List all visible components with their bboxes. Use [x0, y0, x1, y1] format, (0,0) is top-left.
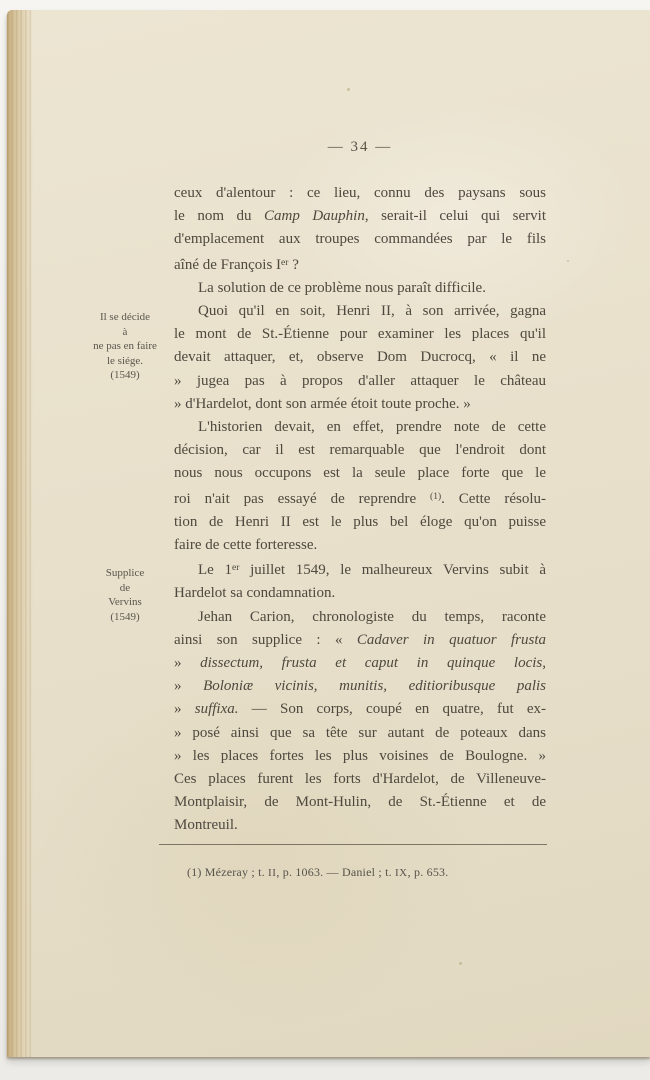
paragraph	[174, 557, 546, 605]
text-segment: nous nous occupons est la seule place forte que le	[174, 465, 546, 482]
text-segment: juillet 1549, le malheureux Vervins subit à	[239, 562, 546, 579]
text-segment: » jugea pas à propos d'aller attaquer le château	[174, 372, 546, 389]
text-line	[174, 393, 546, 416]
text-segment: ceux d'alentour : ce lieu, connu des paysans sous	[174, 185, 546, 201]
text-segment: le mont de St.-Étienne pour examiner les places qu'il	[174, 326, 546, 343]
text-segment: Boloniæ vicinis, munitis, editioribusque palis	[203, 678, 547, 695]
text-line	[174, 557, 546, 582]
text-segment: Ces places furent les forts d'Hardelot, de Villeneuve-	[174, 771, 546, 788]
margin-note-line: Il se décide	[99, 311, 151, 323]
margin-note-line: (1549)	[110, 369, 140, 381]
text-segment: » posé ainsi que sa tête sur autant de poteaux dans	[174, 724, 546, 741]
margin-note-line: à	[122, 325, 128, 338]
text-segment: . Cette résolu-	[441, 490, 546, 507]
text-line	[174, 370, 546, 393]
text-segment: Hardelot sa condamnation.	[174, 585, 336, 602]
text-line	[174, 228, 546, 251]
margin-note-line: de	[119, 581, 131, 594]
margin-note-line: le siége.	[106, 354, 144, 367]
text-segment: » les places fortes les plus voisines de Boulogne. »	[174, 747, 546, 764]
text-line	[174, 675, 546, 698]
paragraph	[174, 606, 546, 838]
text-segment: Le 1	[198, 562, 233, 579]
text-line	[174, 534, 546, 557]
text-line	[174, 511, 546, 534]
footnote-rule	[159, 844, 547, 845]
text-line	[174, 300, 546, 323]
text-line	[174, 323, 546, 346]
text-segment: suffixa.	[194, 701, 239, 718]
margin-note-line: ne pas en faire	[93, 340, 157, 352]
text-segment: ainsi son supplice : «	[174, 631, 357, 648]
text-segment: , serait-il celui qui servit	[364, 208, 547, 225]
text-segment: »	[174, 701, 195, 718]
text-segment: » d'Hardelot, dont son armée étoit toute proche. »	[174, 395, 471, 412]
text-segment: le nom du	[174, 208, 264, 225]
page-number: — 34 —	[327, 139, 393, 155]
margin-note-line: Supplice	[105, 567, 145, 579]
text-segment: er	[281, 257, 289, 268]
text-segment: IX	[395, 867, 408, 879]
text-line	[174, 182, 546, 205]
text-segment: , p. 653.	[407, 865, 449, 879]
footnote-text	[187, 865, 448, 880]
text-line	[174, 462, 546, 485]
text-line	[174, 745, 546, 768]
paper-speck	[347, 88, 350, 91]
text-segment: L'historien devait, en effet, prendre note de cette	[198, 419, 546, 436]
text-line	[174, 629, 546, 652]
text-line	[174, 582, 546, 605]
text-line	[174, 346, 546, 369]
text-segment: Quoi qu'il en soit, Henri II, à son arrivée, gagna	[198, 303, 546, 320]
text-segment: — Son corps, coupé en quatre, fut ex-	[238, 701, 547, 718]
text-segment: Montreuil.	[174, 817, 238, 834]
text-segment: (1)	[430, 491, 442, 502]
text-segment: devait attaquer, et, observe Dom Ducrocq, « il ne	[174, 349, 546, 366]
text-segment: er	[232, 563, 240, 574]
margin-note	[71, 310, 179, 383]
text-segment: ?	[288, 256, 299, 273]
text-segment: II	[268, 867, 277, 879]
text-segment: , p. 1063. — Daniel ; t.	[276, 865, 396, 879]
text-line	[174, 486, 546, 511]
text-segment: Montplaisir, de Mont-Hulin, de St.-Étienne et de	[174, 794, 546, 811]
margin-note-line: (1549)	[110, 610, 140, 623]
text-segment: »	[174, 655, 201, 672]
text-line	[174, 652, 546, 675]
text-line	[174, 205, 546, 228]
text-column	[174, 182, 546, 838]
paragraph	[174, 277, 546, 300]
text-segment: aîné de François I	[174, 256, 282, 273]
text-segment: décision, car il est remarquable que l'endroit dont	[174, 442, 546, 459]
text-segment: Camp Dauphin	[263, 208, 365, 225]
text-line	[174, 814, 546, 837]
text-segment: dissectum, frusta et caput in quinque locis,	[200, 655, 547, 672]
text-segment: roi n'ait pas essayé de reprendre	[174, 490, 431, 507]
book-page	[7, 10, 650, 1057]
text-segment: (1) Mézeray ; t.	[187, 865, 269, 879]
paragraph	[174, 416, 546, 557]
text-line	[174, 252, 546, 277]
margin-note-line: Vervins	[108, 596, 142, 608]
paper-speck	[567, 260, 569, 262]
text-segment: »	[174, 678, 204, 695]
text-segment: Jehan Carion, chronologiste du temps, raconte	[198, 608, 546, 625]
text-segment: d'emplacement aux troupes commandées par le fils	[174, 231, 546, 248]
text-segment: tion de Henri II est le plus bel éloge qu'on puisse	[174, 513, 546, 530]
text-line	[174, 606, 546, 629]
text-line	[174, 439, 546, 462]
text-line	[174, 791, 546, 814]
paper-speck	[459, 962, 462, 965]
text-line	[174, 277, 546, 300]
text-line	[174, 698, 546, 721]
page-edge-strip	[7, 10, 33, 1057]
paragraph	[174, 300, 546, 416]
text-line	[174, 768, 546, 791]
paragraph	[174, 182, 546, 277]
text-segment: Cadaver in quatuor frusta	[356, 631, 546, 648]
text-segment: faire de cette forteresse.	[174, 537, 318, 554]
text-line	[174, 416, 546, 439]
text-segment: La solution de ce problème nous paraît difficile.	[198, 279, 486, 296]
margin-note	[71, 566, 179, 624]
text-line	[174, 722, 546, 745]
